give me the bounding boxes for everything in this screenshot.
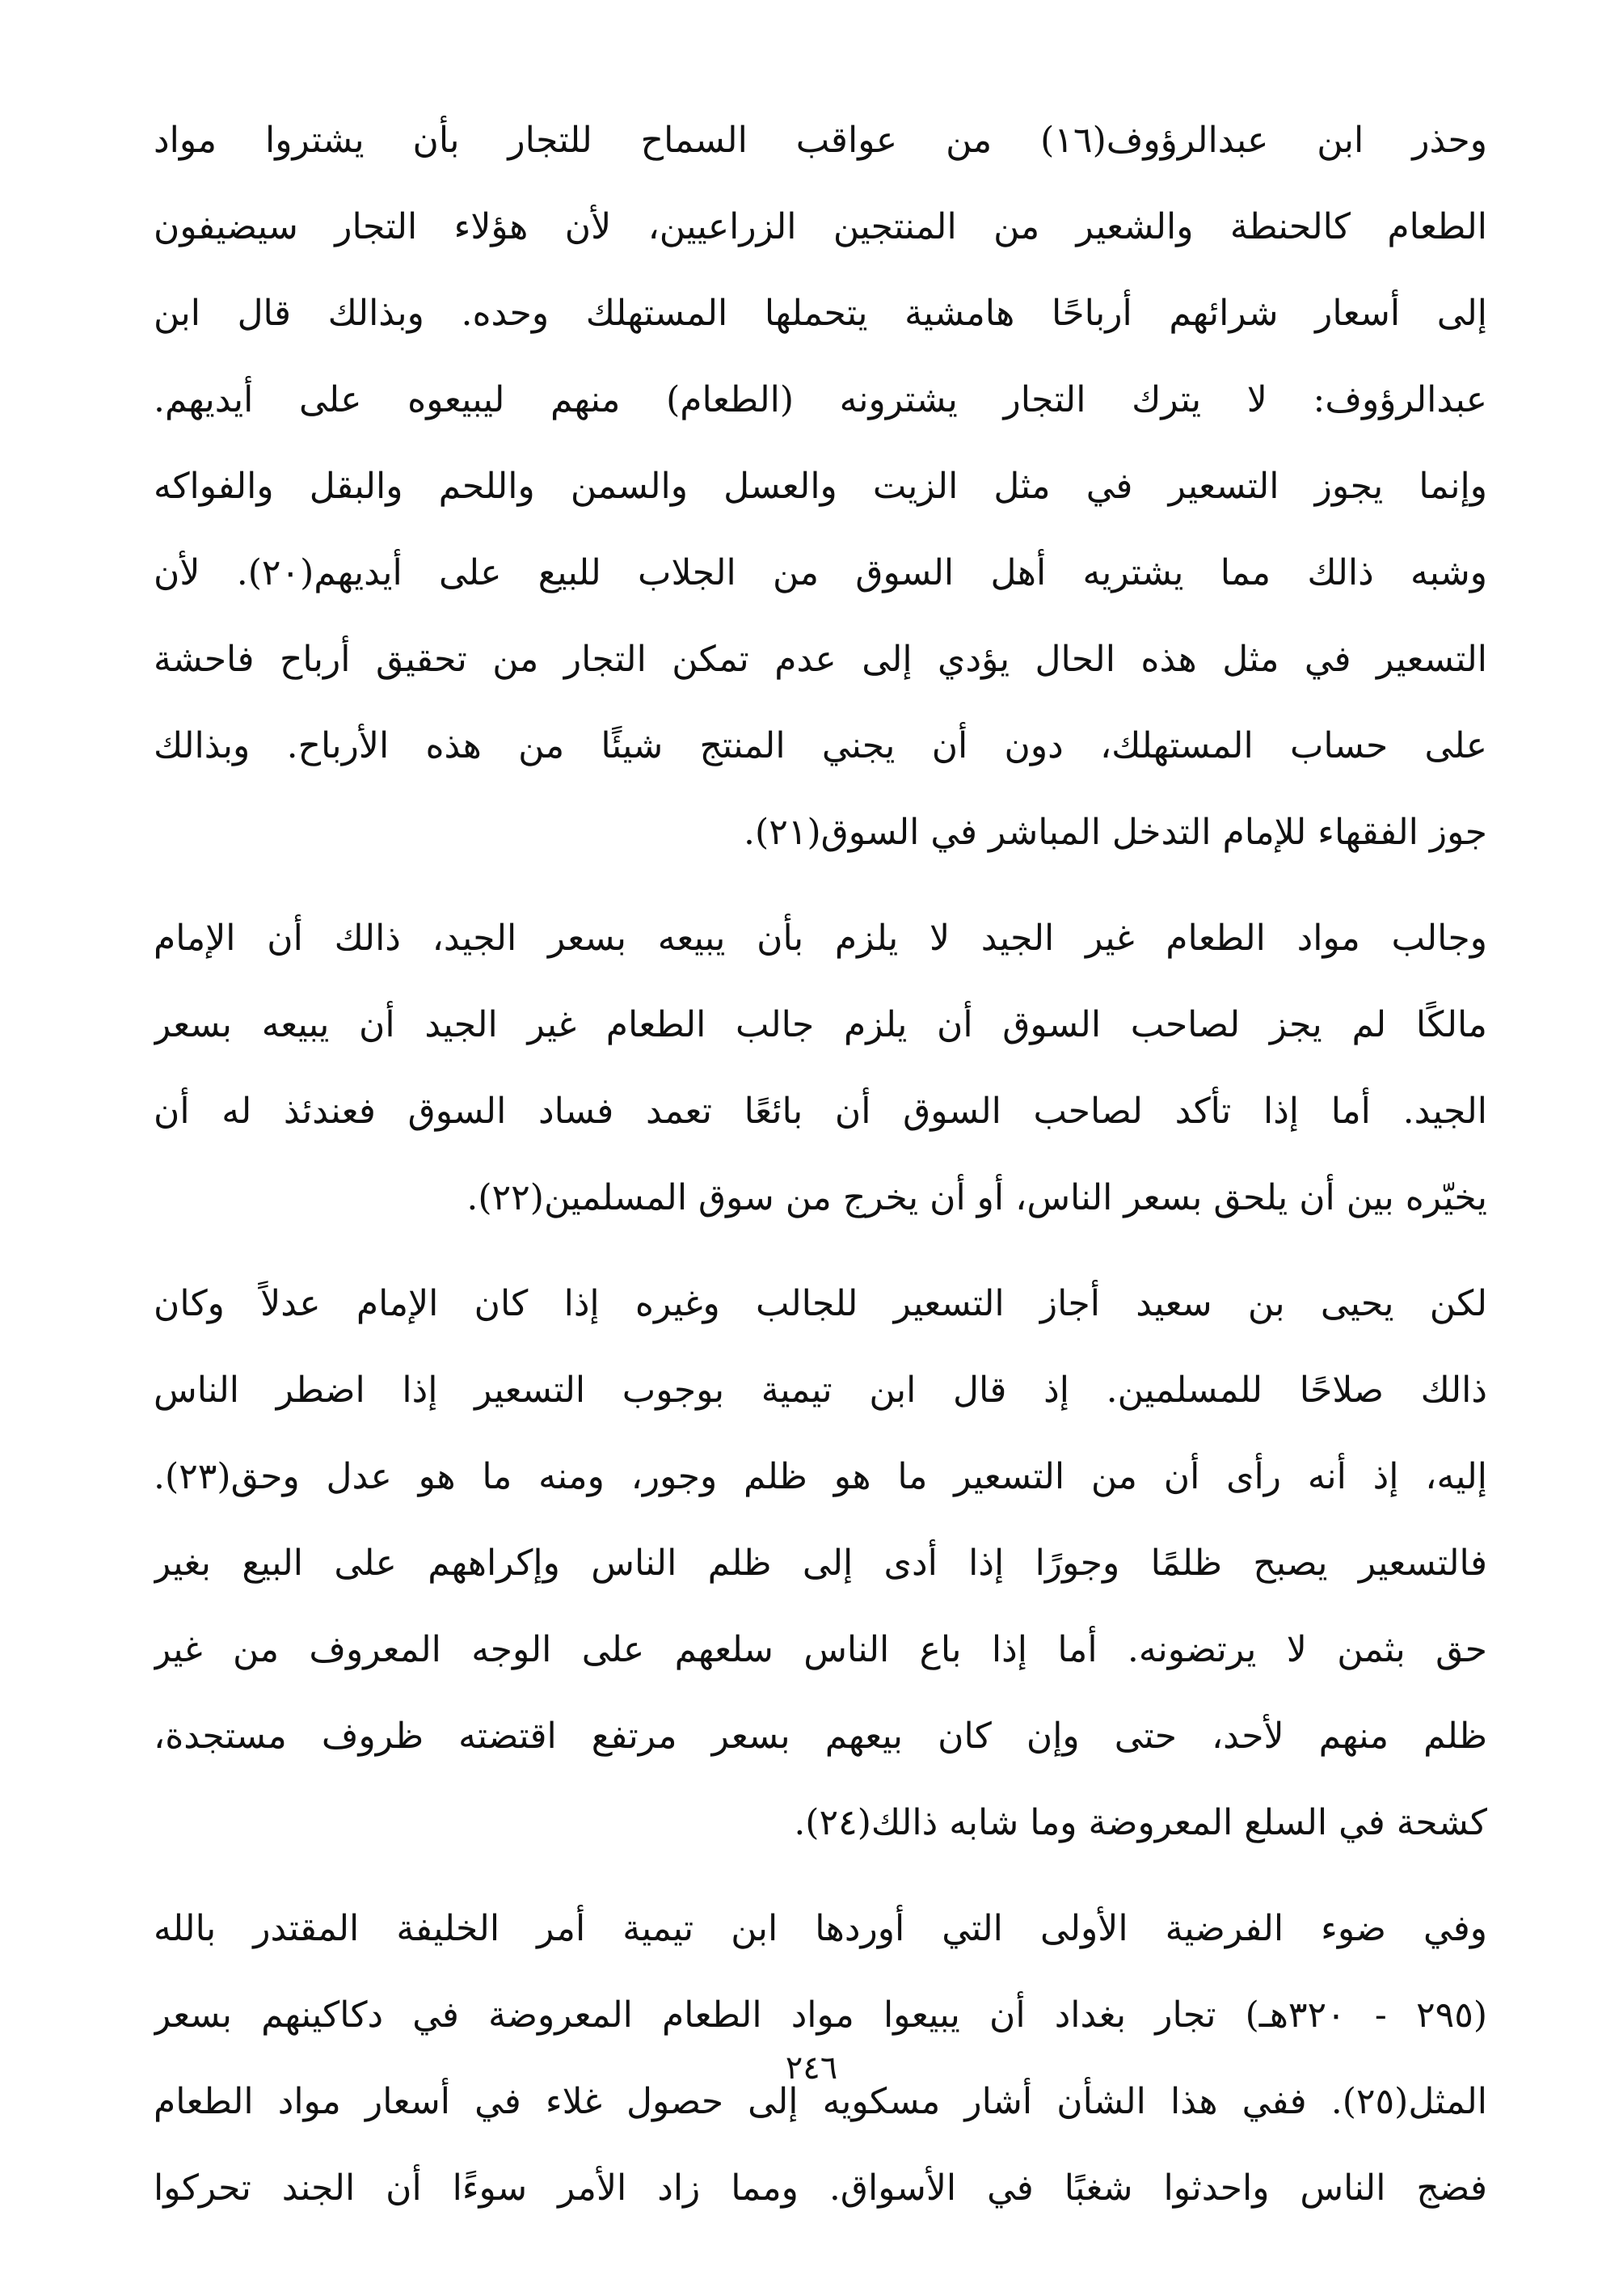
- text-line: كشحة في السلع المعروضة وما شابه ذالك(٢٤).: [794, 1802, 1487, 1843]
- text-line: جوز الفقهاء للإمام التدخل المباشر في السوق(٢١).: [744, 812, 1487, 853]
- text-line: وحذر ابن عبدالرؤوف(١٦) من عواقب السماح للتجار بأن يشتروا مواد: [154, 120, 1487, 161]
- text-line: الطعام كالحنطة والشعير من المنتجين الزراعيين، لأن هؤلاء التجار سيضيفون: [154, 206, 1487, 247]
- text-line: ذالك صلاحًا للمسلمين. إذ قال ابن تيمية بوجوب التسعير إذا اضطر الناس: [154, 1370, 1487, 1411]
- body-text: [154, 97, 1487, 2251]
- paragraph-2: [154, 895, 1487, 1241]
- text-line: لكن يحيى بن سعيد أجاز التسعير للجالب وغيره إذا كان الإمام عدلاً وكان: [154, 1283, 1487, 1324]
- text-line: وجالب مواد الطعام غير الجيد لا يلزم بأن يبيعه بسعر الجيد، ذالك أن الإمام: [154, 918, 1487, 959]
- page-number: ٢٤٦: [785, 2049, 838, 2087]
- text-line: حق بثمن لا يرتضونه. أما إذا باع الناس سلعهم على الوجه المعروف من غير: [154, 1629, 1487, 1670]
- text-line: ظلم منهم لأحد، حتى وإن كان بيعهم بسعر مرتفع اقتضته ظروف مستجدة،: [154, 1716, 1487, 1757]
- text-line: إلى أسعار شرائهم أرباحًا هامشية يتحملها المستهلك وحده. وبذالك قال ابن: [154, 293, 1487, 334]
- paragraph-3: [154, 1260, 1487, 1866]
- paragraph-1: [154, 97, 1487, 876]
- text-line: فضج الناس واحدثوا شغبًا في الأسواق. ومما زاد الأمر سوءًا أن الجند تحركوا: [154, 2167, 1487, 2209]
- text-line: وفي ضوء الفرضية الأولى التي أوردها ابن تيمية أمر الخليفة المقتدر بالله: [154, 1908, 1487, 1949]
- text-line: الجيد. أما إذا تأكد لصاحب السوق أن بائعًا تعمد فساد السوق فعندئذ له أن: [154, 1091, 1487, 1132]
- text-line: مالكًا لم يجز لصاحب السوق أن يلزم جالب الطعام غير الجيد أن يبيعه بسعر: [154, 1004, 1487, 1045]
- text-line: وإنما يجوز التسعير في مثل الزيت والعسل والسمن واللحم والبقل والفواكه: [154, 466, 1487, 507]
- text-line: التسعير في مثل هذه الحال يؤدي إلى عدم تمكن التجار من تحقيق أرباح فاحشة: [154, 639, 1487, 680]
- text-line: عبدالرؤوف: لا يترك التجار يشترونه (الطعام) منهم ليبيعوه على أيديهم.: [154, 379, 1487, 420]
- text-line: إليه، إذ أنه رأى أن من التسعير ما هو ظلم وجور، ومنه ما هو عدل وحق(٢٣).: [154, 1456, 1487, 1497]
- text-line: يخيّره بين أن يلحق بسعر الناس، أو أن يخرج من سوق المسلمين(٢٢).: [466, 1177, 1487, 1218]
- text-line: وشبه ذالك مما يشتريه أهل السوق من الجلاب للبيع على أيديهم(٢٠). لأن: [154, 552, 1487, 593]
- text-line: على حساب المستهلك، دون أن يجني المنتج شيئًا من هذه الأرباح. وبذالك: [154, 725, 1487, 766]
- text-line: فالتسعير يصبح ظلمًا وجورًا إذا أدى إلى ظلم الناس وإكراههم على البيع بغير: [154, 1543, 1487, 1584]
- text-line: (٢٩٥ - ٣٢٠هـ) تجار بغداد أن يبيعوا مواد الطعام المعروضة في دكاكينهم بسعر: [154, 1994, 1487, 2036]
- text-line: المثل(٢٥). ففي هذا الشأن أشار مسكويه إلى حصول غلاء في أسعار مواد الطعام: [154, 2081, 1487, 2122]
